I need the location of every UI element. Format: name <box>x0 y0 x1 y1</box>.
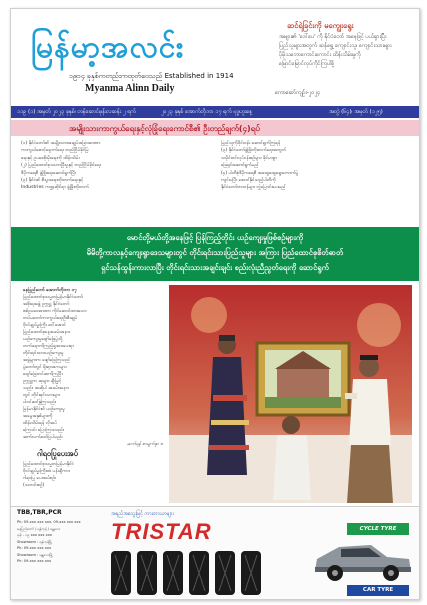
objective-line: (၃) နိုင်ငံတော်ဖွံ့ဖြိုးတိုးတက်ရေးအတွက် <box>221 148 287 154</box>
article-line: ကြောင်း ပြောကြားသည်။ <box>23 428 65 433</box>
objective-line: Industries ကဏ္ဍဆိုင်ရာ ဖွံ့ဖြိုးတိုးတက် <box>21 185 90 191</box>
promo-date: ကောဆော်ကျဉ်း-၂၀၂၄ <box>275 90 321 96</box>
objective-line: ရေးနှင့် ဥပဒေစိုးမိုးရေးကို ထိန်းသိမ်း <box>21 155 80 161</box>
promo-line: အများ၏ 'ဒေါ်ပေ' ကို နိုင်ငံတော် အနေဖြင့် ပယ်ရှားပြီး <box>279 34 387 40</box>
article-line: ဆက်လက်ဖော်ပြပါမည်။ <box>23 435 64 440</box>
tyres-illustration <box>107 549 307 597</box>
promo-line: ပိုမိုသဘောကောင်းကောင်း ထိန်းသိမ်းမှုကို <box>279 52 361 58</box>
promo-line: ပြည်သူများအတွက် ဆန်ရွှေ့ ကျောင်းသူ၊ ကျောင်းသားများ <box>279 43 392 49</box>
objectives-headline-bar <box>11 120 419 136</box>
ad-contact-line: Showroom : မန္တလေးမြို့ <box>17 552 53 557</box>
main-headline-line: မိမိတို့ကာလနှင့်ကျေးရွာဒေသများတွင် တိုင်းရင်းသားပြည်သူများ အကြား ပြည်ထောင်စုစိတ်ဓာတ် <box>86 248 344 257</box>
issue-date: ၂၀၂၃ ခုနှစ် အောက်တိုဘာ ၁၇ ရက် ဗုဒ္ဓဟူးနေ့ <box>161 109 253 115</box>
tristar-logo: TRISTAR <box>111 519 212 544</box>
main-headline-line: ရှင်သန်ထွန်းကားလာပြီး တိုင်းရင်းသားအချင်းချင်း စည်းလုံးညီညွတ်ရေးကို ဆောင်ရွက် <box>101 263 329 272</box>
article-line: အဖွဲ့များက ဖျော်ဖြေကြသည် <box>23 358 71 363</box>
cycle-tyre-badge: CYCLE TYRE <box>347 523 409 535</box>
pickup-truck-image <box>311 537 415 583</box>
box-line: ဗိုလ်ချုပ်မှူးကြီးထံ ပန်းချီကား <box>23 469 70 474</box>
ad-contact-line: Showroom : ရန်ကုန်မြို့ <box>17 539 53 544</box>
masthead-tagline: ၁၉၁၄ ခုနှစ်ကတည်းကထုတ်ဝေသည် Established in 1914 <box>69 72 234 80</box>
article-line: ဗိုလ်ချုပ်မှူးကြီး ဒေါ်အောင် <box>23 323 66 328</box>
ad-contacts <box>17 519 105 597</box>
objective-line: (၄) ပါတီစုံဒီမိုကရေစီ အထွေထွေရွေးကောက်ပွဲ <box>221 170 299 176</box>
ad-tagline: အရည်အသွေးမြင့် ကားတာယာများ <box>111 511 174 517</box>
box-line: ဂါရဝပြု ပေးအပ်စဉ်။ <box>23 476 57 481</box>
tristar-advertisement[interactable] <box>11 506 419 600</box>
promo-line: မြောင်မြောင်လုပ်ကိုင်ကြပါစို့ <box>279 61 335 67</box>
main-headline-line: မောင်တို့မယ်တို့အနေဖြင့် ပြန်ကြည့်တိုင်း ယဉ်ကျေးမှုဖြစ်စဉ်များကို <box>126 233 304 242</box>
volume-number: အတွဲ (၆၄)၊ အမှတ် (၁၂၅) <box>329 109 383 115</box>
objective-line: ဒီမိုကရေစီ ဖွံ့ဖြိုးရေးဆောင်ရွက်ပြီး <box>21 170 77 176</box>
promo-box <box>265 21 413 85</box>
ad-contact-line: နေပြည်တော် / ရန်ကုန် / မန္တလေး <box>17 526 61 531</box>
promo-title: ဆင်ရဲခြင်းကို မကျွေးရွေး <box>287 21 354 30</box>
article-line: ပြည်ထောင်စုသမ္မတမြန်မာနိုင်ငံတော် <box>23 295 83 300</box>
article-line: မြန်မာနိုင်ငံ၏ ယဉ်ကျေးမှု <box>23 407 65 412</box>
ad-contact-line: Ph: 09-xxx xxx xxx, 09-xxx xxx xxx <box>17 520 81 524</box>
newspaper-page <box>10 8 420 600</box>
box-line: ပြည်ထောင်စုသမ္မတမြန်မာနိုင်ငံ <box>23 462 75 467</box>
article-line: တိုင်းရင်းသားယဉ်ကျေးမှု <box>23 351 64 356</box>
article-line: ယဉ်ကျေးမှုဖျော်ဖြေပွဲသို့ <box>23 337 63 342</box>
main-headline-bar <box>11 227 419 281</box>
article-line: စစ်ဥပဒေအာဏာ ကိုင်ဆောင်ထားသော <box>23 309 87 314</box>
article-line: အစိုးရအဖွဲ့ ဥက္ကဋ္ဌ နိုင်ငံတော် <box>23 302 70 307</box>
ad-contact-line: Ph: 09-xxx xxx xxx <box>17 559 52 563</box>
newspaper-title: မြန်မာ့အလင်း <box>31 30 185 65</box>
objective-line: နိုင်ငံတော်တာဝန်များ လွှဲပြောင်းပေးမည် <box>221 185 286 191</box>
continued-label[interactable]: ဆက်ရန် စာမျက်နှာ ၈ <box>126 442 163 447</box>
article-line: ဖျော်ဖြေတင်ဆက်ကြပြီး <box>23 372 63 377</box>
box-line: (သတင်းစဉ်) <box>23 483 45 488</box>
ad-contact-line: Ph: 09-xxx xxx xxx <box>17 546 52 550</box>
objective-line: သမိုင်းဝင်လုပ်ငန်းစဉ်များ ခိုင်မာစွာ <box>221 155 278 161</box>
objectives-left-column <box>21 140 211 192</box>
objectives-headline: အမျိုးသားကာကွယ်ရေးနှင့်လုံခြုံရေးကောင်စီ၏ ဦးတည်ချက်(၄)ရပ် <box>69 124 260 133</box>
article-line: တွင် တိုင်းရင်းသားများ <box>23 393 60 398</box>
box-headline: ဂါရဝပြုပေးအပ် <box>37 449 79 458</box>
objective-line: (၂) ပြည်ထောင်စုသဟာပြီးမှုနှင့် တည်ငြိမ်ခိုင်ရေး <box>21 163 101 169</box>
article-line: ပြည်ထောင်စုနေ့အခမ်းအနား <box>23 330 70 335</box>
english-title: Myanma Alinn Daily <box>85 83 175 94</box>
news-photo <box>169 285 412 503</box>
article-line: ပါဝင်ဆင်နွှဲကြသည်။ <box>23 400 57 405</box>
objective-line: (၁) နိုင်ငံတော်၏ အမျိုးသားအချုပ်အခြာအာဏာ <box>21 141 101 146</box>
objective-line: ပြည်သူကိုဝိုင်းဝန်း ဆောင်ရွက်ကြရန် <box>221 141 281 146</box>
issue-number: ၁၁၉ (၁) အမှတ် ၂၀၂၃ ခုနှစ်၊ တန်ဆောင်မုန်းလဆန်း ၂ ရက် <box>17 109 136 115</box>
article-line: တက်ရောက်ကြည့်ရှုအားပေးရာ <box>23 344 74 349</box>
issue-info-bar <box>11 106 419 118</box>
article-line: ဥက္ကဋ္ဌက ဆုများ ချီးမြှင့် <box>23 379 62 384</box>
box-text <box>23 461 163 489</box>
article-line: တပ်မတော်ကာကွယ်ရေးဦးစီးချုပ် <box>23 316 78 321</box>
article-dateline: နေပြည်တော် အောက်တိုဘာ ၁၇ <box>23 288 77 293</box>
objective-line: ဖြေရှင်းဆောင်ရွက်မည် <box>221 163 259 169</box>
objective-line: ကာကွယ်စောင့်ရှောက်ရေး တည်ငြိမ်ခိုင်မြဲ <box>21 148 89 154</box>
objectives-right-column <box>221 140 411 192</box>
article-line: အမွေအနှစ်များကို <box>23 414 53 419</box>
objective-line: (၃) နိုင်ငံ၏ စီးပွားရေးတိုးတက်ရေးနှင့် <box>21 178 84 184</box>
article-line: ထိန်းသိမ်းရန် လိုအပ် <box>23 421 57 426</box>
objective-line: ကျင်းပပြီး အောင်နိုင်သည့်ပါတီကို <box>221 178 276 184</box>
ceremony-photo-illustration <box>169 285 412 503</box>
article-body <box>23 287 163 448</box>
masthead <box>11 9 419 103</box>
article-line: ပွဲတော်တွင် ရိုးရာအကများ <box>23 365 67 370</box>
article-line: သည်။ အဆိုပါ အခမ်းအနား <box>23 386 69 391</box>
ad-header: TBB,TBR,PCR <box>17 509 62 516</box>
car-tyre-badge: CAR TYRE <box>347 585 409 596</box>
ad-contact-line: ဖုန်း - ၀၉ xxx xxx xxx <box>17 533 53 537</box>
